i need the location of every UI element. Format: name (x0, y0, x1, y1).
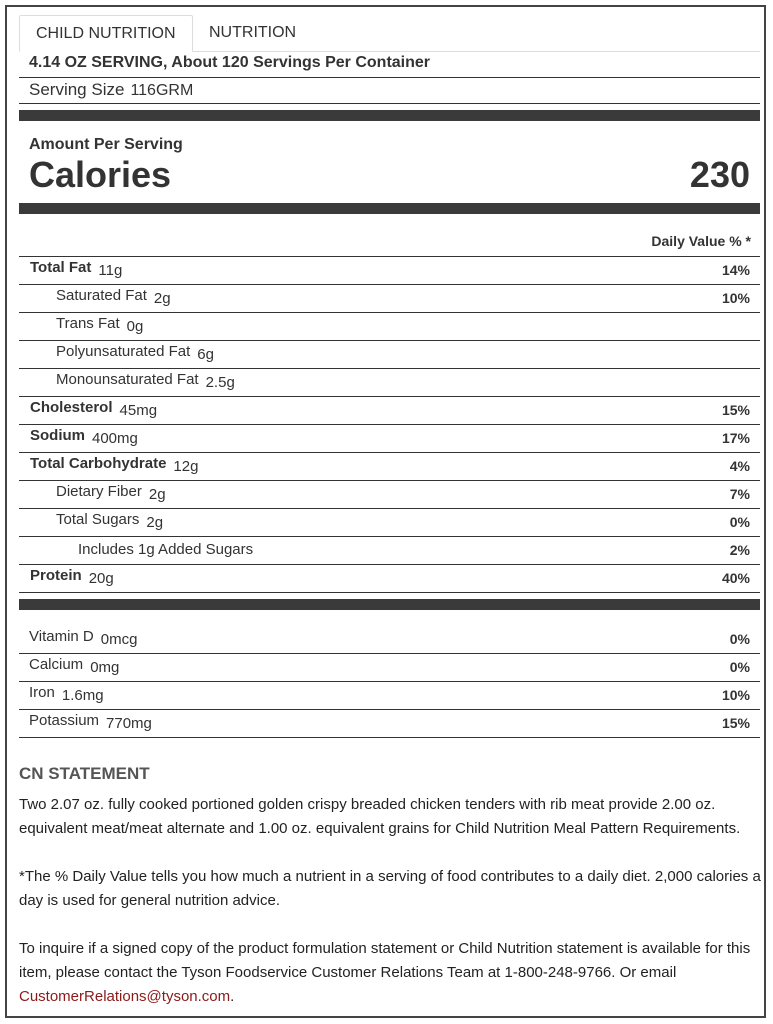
nutrient-name (30, 427, 138, 447)
nutrient-row (19, 509, 760, 537)
vitamin-row (19, 682, 760, 710)
vitamin-daily-value: 10% (721, 687, 750, 703)
nutrient-label: Includes 1g Added Sugars (78, 541, 254, 558)
vitamin-daily-value: 15% (721, 715, 750, 731)
vitamin-name (29, 684, 104, 704)
vitamin-label: Iron (29, 684, 55, 701)
servings-per-container: 4.14 OZ SERVING, About 120 Servings Per Container (29, 54, 431, 71)
nutrient-amount: 400mg (92, 430, 138, 447)
vitamin-name (29, 628, 138, 648)
nutrient-name (56, 343, 214, 363)
nutrient-amount: 2g (146, 514, 164, 531)
vitamin-name (29, 656, 120, 676)
nutrient-label: Total Sugars (56, 511, 140, 528)
amount-per-serving: Amount Per Serving (29, 136, 183, 153)
divider (19, 103, 760, 104)
nutrient-amount: 2g (153, 290, 171, 307)
nutrient-row (19, 537, 760, 565)
nutrient-name (30, 259, 123, 279)
vitamin-amount: 0mcg (100, 631, 138, 648)
nutrient-label: Total Fat (30, 259, 92, 276)
nutrient-label: Total Carbohydrate (30, 455, 167, 472)
nutrient-row (19, 313, 760, 341)
vitamin-label: Calcium (29, 656, 84, 673)
nutrient-row (19, 481, 760, 509)
calories-label: Calories (29, 154, 172, 195)
nutrient-name (56, 371, 235, 391)
divider (19, 77, 760, 78)
nutrient-daily-value: 7% (729, 486, 750, 502)
daily-value-footnote: *The % Daily Value tells you how much a nutrient in a serving of food contributes to a daily diet. 2,000 calories a day is used for general nutrition advice. (19, 868, 761, 909)
tab-nutrition[interactable]: NUTRITION (209, 24, 297, 41)
nutrient-amount: 0g (126, 318, 144, 335)
tab-bar (19, 15, 760, 52)
vitamin-label: Potassium (29, 712, 100, 729)
vitamin-daily-value: 0% (729, 659, 750, 675)
vitamin-label: Vitamin D (29, 628, 94, 645)
daily-value-header: Daily Value % * (651, 233, 751, 249)
nutrient-amount: 20g (88, 570, 114, 587)
inquiry-text (19, 937, 764, 1009)
vitamin-row (19, 626, 760, 654)
nutrient-daily-value: 0% (729, 514, 750, 530)
tab-child-nutrition[interactable]: CHILD NUTRITION (19, 15, 193, 52)
nutrient-label: Protein (30, 567, 82, 584)
vitamin-amount: 0mg (90, 659, 120, 676)
calories-value: 230 (689, 154, 750, 195)
serving-size-value: 116GRM (130, 82, 194, 99)
nutrient-daily-value: 17% (721, 430, 750, 446)
nutrient-name (78, 541, 253, 558)
thick-divider (19, 203, 760, 214)
nutrient-daily-value: 15% (721, 402, 750, 418)
serving-size (29, 80, 193, 100)
nutrient-name (56, 483, 166, 503)
nutrient-amount: 6g (197, 346, 214, 363)
nutrient-label: Polyunsaturated Fat (56, 343, 191, 360)
nutrient-name (30, 455, 199, 475)
nutrient-name (30, 399, 158, 419)
nutrient-name (56, 315, 144, 335)
nutrient-row (19, 285, 760, 313)
nutrient-row (19, 565, 760, 593)
nutrient-row (19, 369, 760, 397)
vitamin-name (29, 712, 152, 732)
nutrient-label: Saturated Fat (56, 287, 147, 304)
customer-relations-email-link[interactable]: CustomerRelations@tyson.com (19, 988, 231, 1005)
inquiry-end: . (230, 988, 235, 1005)
nutrient-amount: 2.5g (205, 374, 235, 391)
nutrient-row (19, 453, 760, 481)
nutrient-name (56, 511, 164, 531)
nutrient-row (19, 341, 760, 369)
serving-size-label: Serving Size (29, 80, 125, 99)
vitamin-amount: 1.6mg (61, 687, 104, 704)
nutrient-label: Cholesterol (30, 399, 113, 416)
nutrient-daily-value: 10% (721, 290, 750, 306)
inquiry-body: To inquire if a signed copy of the product formulation statement or Child Nutrition statement is available for this item, please contact the Tyson Foodservice Customer Relations Team at 1-800-248-9766. Or email (19, 940, 751, 981)
nutrient-name (30, 567, 114, 587)
thick-divider (19, 599, 760, 610)
thick-divider (19, 110, 760, 121)
nutrient-daily-value: 2% (729, 542, 750, 558)
nutrient-amount: 2g (148, 486, 166, 503)
nutrient-daily-value: 4% (729, 458, 750, 474)
nutrient-label: Trans Fat (56, 315, 120, 332)
vitamin-row (19, 710, 760, 738)
nutrient-amount: 12g (173, 458, 199, 475)
vitamin-amount: 770mg (106, 715, 152, 732)
nutrient-name (56, 287, 171, 307)
nutrient-daily-value: 40% (721, 570, 750, 586)
nutrient-label: Dietary Fiber (56, 483, 142, 500)
nutrient-amount: 45mg (119, 402, 158, 419)
nutrient-amount: 11g (98, 262, 123, 279)
cn-statement-text: Two 2.07 oz. fully cooked portioned golden crispy breaded chicken tenders with rib meat provide 2.00 oz. equivalent meat/meat alternate and 1.00 oz. equivalent grains for Child Nutrition Meal Pattern Requirements. (19, 796, 741, 837)
nutrient-row (19, 425, 760, 453)
nutrient-label: Monounsaturated Fat (56, 371, 199, 388)
nutrient-daily-value: 14% (721, 262, 750, 278)
vitamin-daily-value: 0% (729, 631, 750, 647)
nutrient-label: Sodium (30, 427, 85, 444)
vitamin-row (19, 654, 760, 682)
nutrient-row (19, 257, 760, 285)
nutrient-row (19, 397, 760, 425)
cn-statement-title: CN STATEMENT (19, 764, 150, 783)
